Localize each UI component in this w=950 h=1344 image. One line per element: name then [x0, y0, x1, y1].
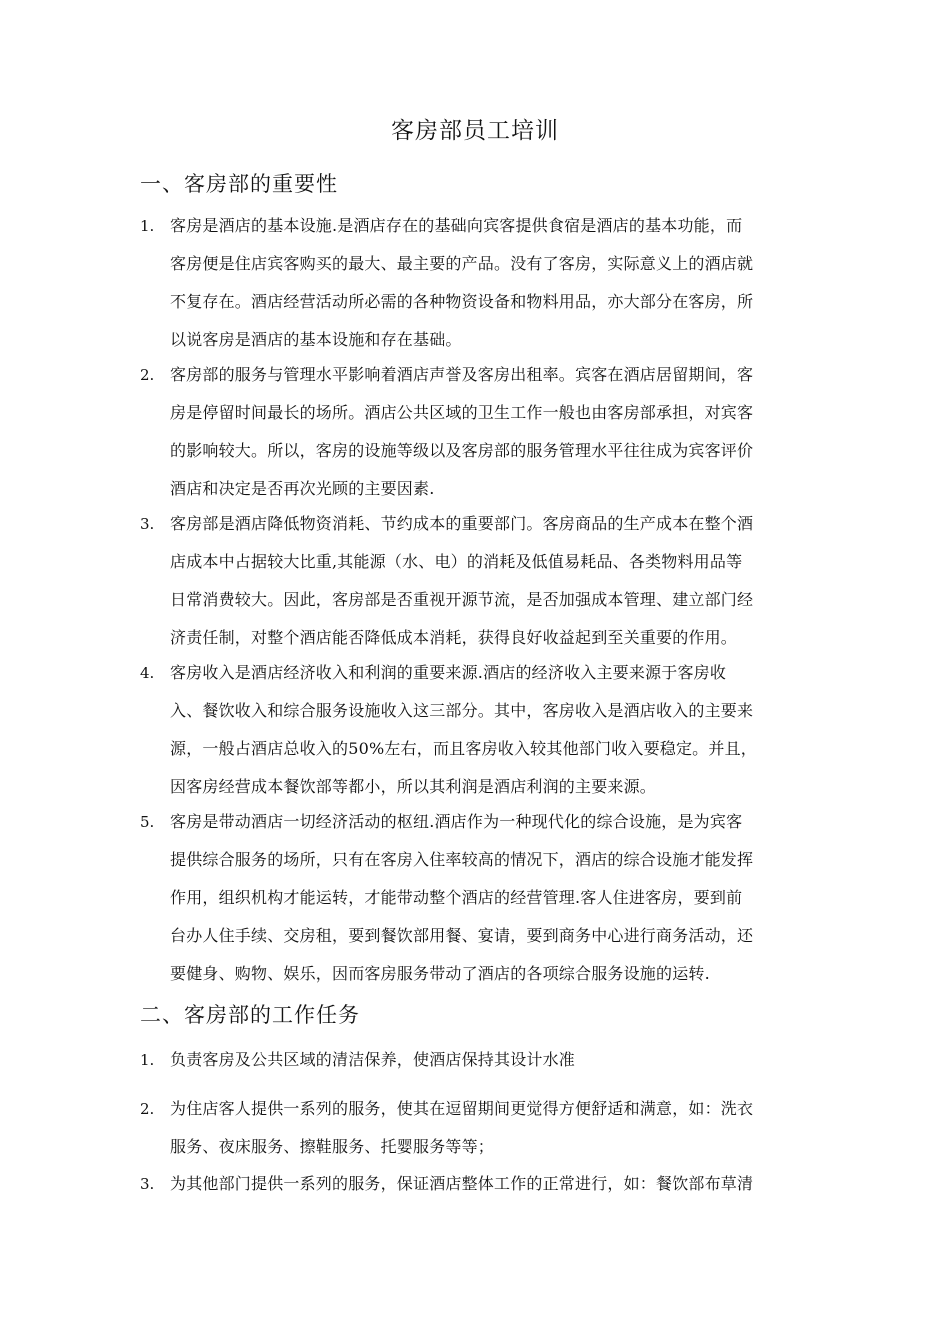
text-line: 提供综合服务的场所，只有在客房入住率较高的情况下，酒店的综合设施才能发挥: [170, 850, 754, 869]
text-line: 客房是酒店的基本设施.是酒店存在的基础向宾客提供食宿是酒店的基本功能，而: [170, 216, 743, 235]
text-line: 济责任制，对整个酒店能否降低成本消耗，获得良好收益起到至关重要的作用。: [170, 628, 738, 647]
text-line: 日常消费较大。因此，客房部是否重视开源节流，是否加强成本管理、建立部门经: [170, 590, 754, 609]
list-item-text: [170, 1165, 828, 1203]
list-item-number: 4.: [140, 664, 155, 682]
list-item-text: [170, 1041, 828, 1079]
text-line: 要健身、购物、娱乐，因而客房服务带动了酒店的各项综合服务设施的运转.: [170, 964, 710, 983]
list-item: [140, 1090, 830, 1166]
text-line: 的影响较大。所以，客房的设施等级以及客房部的服务管理水平往往成为宾客评价: [170, 441, 754, 460]
text-line: 以说客房是酒店的基本设施和存在基础。: [170, 330, 462, 349]
text-line: 台办人住手续、交房租，要到餐饮部用餐、宴请，要到商务中心进行商务活动，还: [170, 926, 754, 945]
text-line: 房是停留时间最长的场所。酒店公共区域的卫生工作一般也由客房部承担，对宾客: [170, 403, 754, 422]
section-heading-importance: 一、客房部的重要性: [140, 172, 338, 196]
list-item: [140, 207, 830, 359]
list-item-number: 1.: [140, 1051, 155, 1069]
text-line: 店成本中占据较大比重,其能源（水、电）的消耗及低值易耗品、各类物料用品等: [170, 552, 743, 571]
text-line: 客房是带动酒店一切经济活动的枢纽.酒店作为一种现代化的综合设施，是为宾客: [170, 812, 743, 831]
text-line: 服务、夜床服务、擦鞋服务、托婴服务等等；: [170, 1137, 495, 1156]
list-item-text: [170, 207, 828, 359]
text-line: 为住店客人提供一系列的服务，使其在逗留期间更觉得方便舒适和满意，如：洗衣: [170, 1099, 754, 1118]
list-item-number: 5.: [140, 813, 155, 831]
list-item-text: [170, 654, 828, 806]
list-item-text: [170, 505, 828, 657]
list-item: [140, 1165, 830, 1203]
text-line: 客房便是住店宾客购买的最大、最主要的产品。没有了客房，实际意义上的酒店就: [170, 254, 754, 273]
text-line: 作用，组织机构才能运转，才能带动整个酒店的经营管理.客人住进客房，要到前: [170, 888, 743, 907]
list-item: [140, 654, 830, 806]
text-line: 因客房经营成本餐饮部等都小，所以其利润是酒店利润的主要来源。: [170, 777, 657, 796]
list-item-number: 2.: [140, 1100, 155, 1118]
list-item-number: 3.: [140, 515, 155, 533]
list-item-number: 2.: [140, 366, 155, 384]
list-item: [140, 505, 830, 657]
list-item: [140, 356, 830, 508]
text-line: 入、餐饮收入和综合服务设施收入这三部分。其中，客房收入是酒店收入的主要来: [170, 701, 754, 720]
list-item: [140, 803, 830, 993]
text-line: 不复存在。酒店经营活动所必需的各种物资设备和物料用品，亦大部分在客房，所: [170, 292, 754, 311]
text-line: 客房收入是酒店经济收入和利润的重要来源.酒店的经济收入主要来源于客房收: [170, 663, 727, 682]
text-line: 为其他部门提供一系列的服务，保证酒店整体工作的正常进行，如：餐饮部布草清: [170, 1174, 754, 1193]
text-line: 客房部的服务与管理水平影响着酒店声誉及客房出租率。宾客在酒店居留期间，客: [170, 365, 754, 384]
section-heading-tasks: 二、客房部的工作任务: [140, 1003, 360, 1027]
list-item-text: [170, 803, 828, 993]
list-item-text: [170, 1090, 828, 1166]
text-line: 客房部是酒店降低物资消耗、节约成本的重要部门。客房商品的生产成本在整个酒: [170, 514, 754, 533]
text-line: 负责客房及公共区域的清洁保养，使酒店保持其设计水准: [170, 1050, 576, 1069]
list-item-text: [170, 356, 828, 508]
list-item-number: 1.: [140, 217, 155, 235]
page-title: 客房部员工培训: [391, 118, 559, 144]
text-line: 源，一般占酒店总收入的50%左右，而且客房收入较其他部门收入要稳定。并且，: [170, 739, 757, 758]
text-line: 酒店和决定是否再次光顾的主要因素.: [170, 479, 435, 498]
list-item: [140, 1041, 830, 1079]
list-item-number: 3.: [140, 1175, 155, 1193]
